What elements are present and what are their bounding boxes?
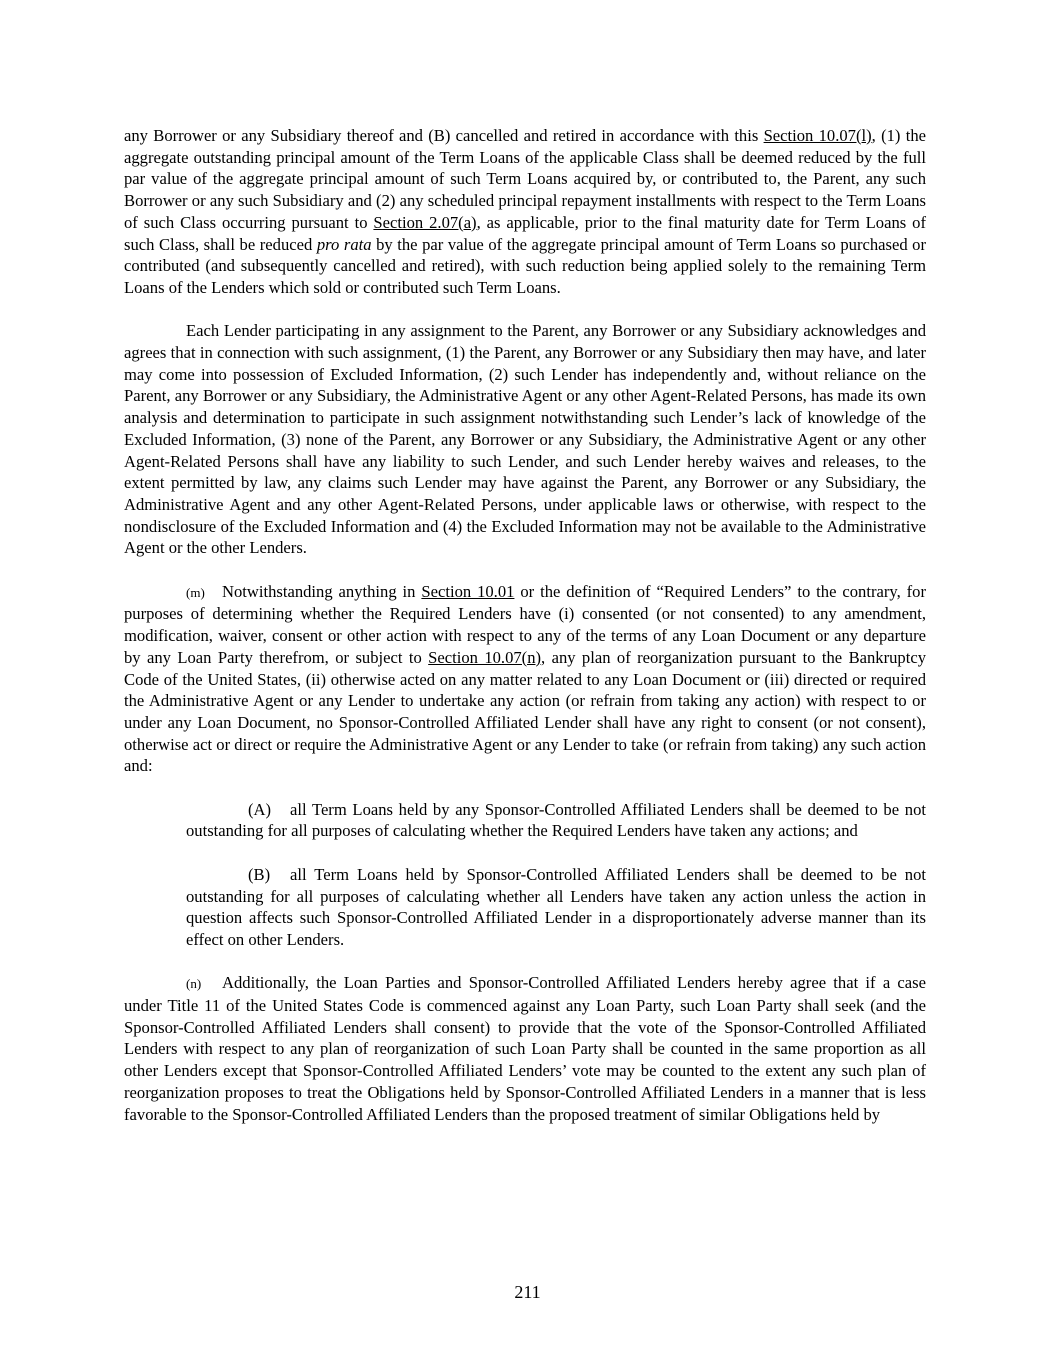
pro-rata-emphasis: pro rata bbox=[316, 234, 372, 254]
paragraph-label: (m) bbox=[186, 584, 205, 600]
clause-label: (B) bbox=[248, 864, 271, 884]
section-reference: Section 10.07(n) bbox=[428, 647, 542, 667]
text-run: , (1) the aggregate outstanding principal amount of the Term Loans of the applicable Class shall be deemed reduced by the full par value of the aggregate principal amount of such Term Loans acquired by, or contributed to, the Parent, any such Borrower or any such Subsidiary and (2) any scheduled principal repayment installments with respect to the Term Loans of such Class occurring pursuant to bbox=[124, 126, 926, 232]
page-number: 211 bbox=[514, 1282, 541, 1302]
clause-b bbox=[186, 864, 926, 951]
text-run: , any plan of reorganization pursuant to the Bankruptcy Code of the United States, (ii) otherwise acted on any matter related to any Loan Document or (iii) directed or required the Administrative Agent or any Lender to undertake any action (or refrain from taking any action) with respect to or under any Loan Document, no Sponsor-Controlled Affiliated Lender shall have any right to consent (or not consent), otherwise act or direct or require the Administrative Agent or any Lender to take (or refrain from taking) any such action and: bbox=[124, 647, 926, 776]
paragraph-n bbox=[124, 972, 926, 1125]
text-run: any Borrower or any Subsidiary thereof and (B) cancelled and retired in accordance with this bbox=[124, 126, 764, 145]
text-run: Notwithstanding anything in bbox=[222, 581, 422, 601]
section-reference: Section 10.07(l) bbox=[763, 126, 872, 145]
clause-label: (A) bbox=[248, 799, 272, 819]
section-reference: Section 2.07(a) bbox=[373, 212, 477, 232]
paragraph-label: (n) bbox=[186, 976, 202, 992]
text-run: Additionally, the Loan Parties and Sponsor-Controlled Affiliated Lenders hereby agree that if a case under Title 11 of the United States Code is commenced against any Loan Party, such Loan Party shall seek (and the Sponsor-Controlled Affiliated Lenders shall consent) to provide that the vote of the Sponsor-Controlled Affiliated Lenders with respect to any plan of reorganization of such Loan Party shall be counted in the same proportion as all other Lenders except that Sponsor-Controlled Affiliated Lenders’ vote may be counted to the extent any such plan of reorganization proposes to treat the Obligations held by Sponsor-Controlled Affiliated Lenders in a manner that is less favorable to the Sponsor-Controlled Affiliated Lenders than the proposed treatment of similar Obligations held by bbox=[124, 973, 926, 1124]
paragraph-lender-acknowledgement: Each Lender participating in any assignment to the Parent, any Borrower or any Subsidiary acknowledges and agrees that in connection with such assignment, (1) the Parent, any Borrower or any Subsidiary then may have, and later may come into possession of Excluded Information, (2) such Lender has independently and, without reliance on the Parent, any Borrower or any Subsidiary, the Administrative Agent or any other Agent-Related Persons, has made its own analysis and determination to participate in such assignment notwithstanding such Lender’s lack of knowledge of the Excluded Information, (3) none of the Parent, any Borrower or any Subsidiary, the Administrative Agent or any other Agent-Related Persons shall have any liability to such Lender, and such Lender hereby waives and releases, to the extent permitted by law, any claims such Lender may have against the Parent, any Borrower or any Subsidiary, the Administrative Agent and any other Agent-Related Persons, under applicable laws or otherwise, with respect to the nondisclosure of the Excluded Information and (4) the Excluded Information may not be available to the Administrative Agent or the other Lenders. bbox=[124, 321, 926, 558]
text-run: or the definition of “Required Lenders” to the contrary, for purposes of determining whether the Required Lenders have (i) consented (or not consented) to any amendment, modification, waiver, consent or other action with respect to any of the terms of any Loan Document or any departure by any Loan Party therefrom, or subject to bbox=[124, 581, 927, 667]
document-page bbox=[124, 125, 926, 1147]
paragraph-m bbox=[124, 581, 926, 777]
text-run: , as applicable, prior to the final maturity date for Term Loans of such Class, shall be reduced bbox=[124, 212, 926, 254]
paragraph-continuation bbox=[124, 125, 926, 299]
clause-text: all Term Loans held by Sponsor-Controlled Affiliated Lenders shall be deemed to be not outstanding for all purposes of calculating whether all Lenders have taken any action unless the action in question affects such Sponsor-Controlled Affiliated Lender in a disproportionately adverse manner than its effect on other Lenders. bbox=[186, 864, 926, 949]
clause-a bbox=[186, 799, 926, 842]
text-run: by the par value of the aggregate principal amount of Term Loans so purchased or contributed (and subsequently cancelled and retired), with such reduction being applied solely to the remaining Term Loans of the Lenders which sold or contributed such Term Loans. bbox=[124, 234, 927, 297]
clause-text: all Term Loans held by any Sponsor-Controlled Affiliated Lenders shall be deemed to be not outstanding for all purposes of calculating whether the Required Lenders have taken any actions; and bbox=[186, 799, 926, 841]
section-reference: Section 10.01 bbox=[421, 581, 515, 601]
